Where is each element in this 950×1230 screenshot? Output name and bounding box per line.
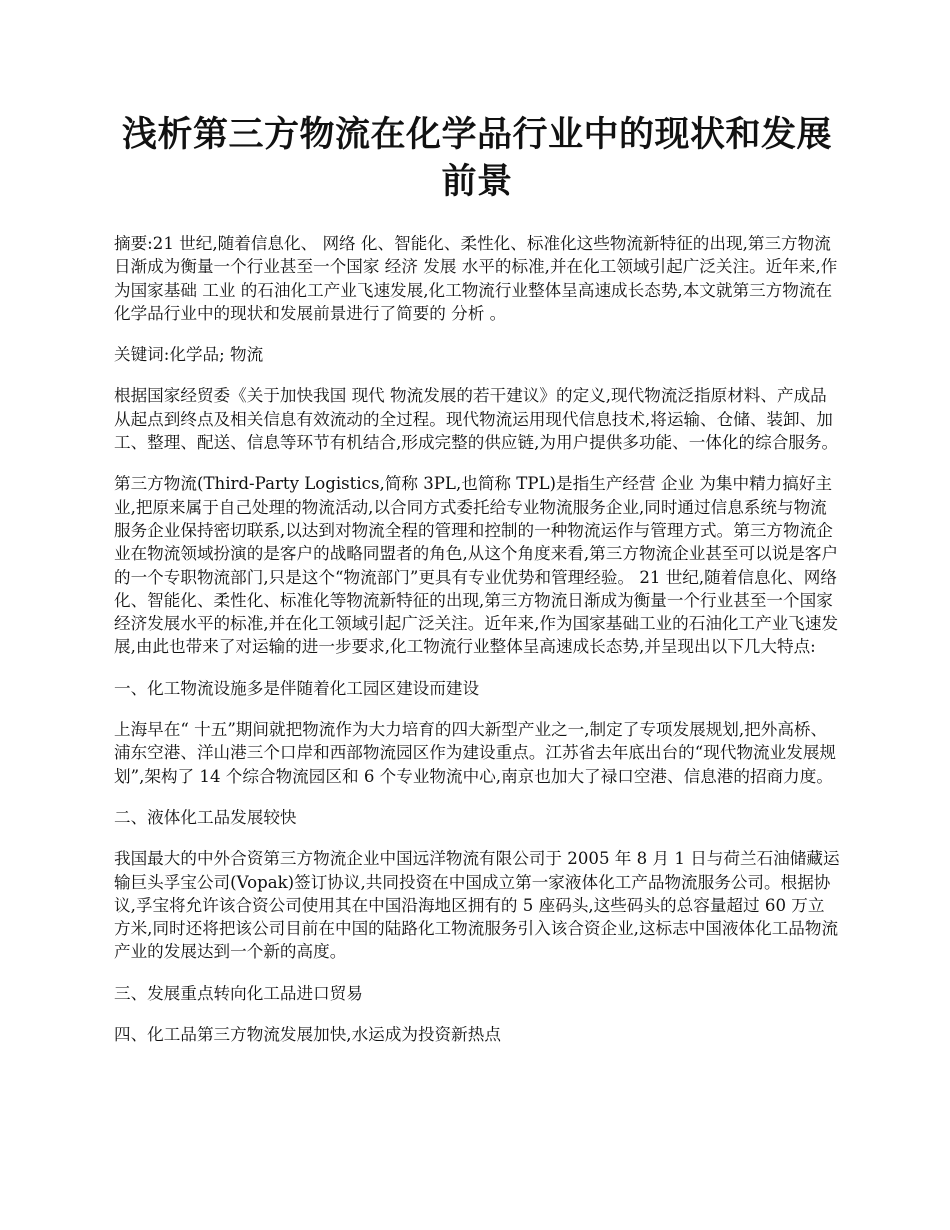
document-title: 浅析第三方物流在化学品行业中的现状和发展前景 — [121, 115, 832, 202]
keywords-paragraph: 关键词:化学品; 物流 — [114, 345, 264, 365]
section-heading: 一、化工物流设施多是伴随着化工园区建设而建设 — [114, 678, 480, 698]
section-heading: 四、化工品第三方物流发展加快,水运成为投资新热点 — [114, 1025, 501, 1045]
body-paragraph: 我国最大的中外合资第三方物流企业中国远洋物流有限公司于 2005 年 8 月 1 日与荷兰石油储藏运输巨头孚宝公司(Vopak)签订协议,共同投资在中国成立第一家液体化工产品物流服务公司。根据协议,孚宝将允许该合资公司使用其在中国沿海地区拥有的 5 座码头,这些码头的总容量超过 60 万立方米,同时还将把该公司目前在中国的陆路化工物流服务引入该合资企业,这标志中国液体化工品物流产业的发展达到一个新的高度。 — [114, 849, 840, 962]
body-paragraph: 第三方物流(Third-Party Logistics,简称 3PL,也简称 TPL)是指生产经营 企业 为集中精力搞好主业,把原来属于自己处理的物流活动,以合同方式委托给专业物流服务企业,同时通过信息系统与物流服务企业保持密切联系,以达到对物流全程的管理和控制的一种物流运作与管理方式。第三方物流企业在物流领域扮演的是客户的战略同盟者的角色,从这个角度来看,第三方物流企业甚至可以说是客户的一个专职物流部门,只是这个“物流部门”更具有专业优势和管理经验。 21 世纪,随着信息化、网络化、智能化、柔性化、标准化等物流新特征的出现,第三方物流日渐成为衡量一个行业甚至一个国家经济发展水平的标准,并在化工领域引起广泛关注。近年来,作为国家基础工业的石油化工产业飞速发展,由此也带来了对运输的进一步要求,化工物流行业整体呈高速成长态势,并呈现出以下几大特点: — [114, 474, 839, 657]
body-paragraph: 根据国家经贸委《关于加快我国 现代 物流发展的若干建议》的定义,现代物流泛指原材料、产成品从起点到终点及相关信息有效流动的全过程。现代物流运用现代信息技术,将运输、仓储、装卸、加工、整理、配送、信息等环节有机结合,形成完整的供应链,为用户提供多功能、一体化的综合服务。 — [114, 386, 839, 453]
section-heading: 二、液体化工品发展较快 — [114, 807, 297, 827]
body-paragraph: 上海早在“ 十五”期间就把物流作为大力培育的四大新型产业之一,制定了专项发展规划,把外高桥、浦东空港、洋山港三个口岸和西部物流园区作为建设重点。江苏省去年底出台的“现代物流业发展规划”,架构了 14 个综合物流园区和 6 个专业物流中心,南京也加大了禄口空港、信息港的招商力度。 — [114, 720, 837, 786]
section-heading: 三、发展重点转向化工品进口贸易 — [114, 983, 363, 1003]
abstract-paragraph: 摘要:21 世纪,随着信息化、 网络 化、智能化、柔性化、标准化这些物流新特征的出现,第三方物流日渐成为衡量一个行业甚至一个国家 经济 发展 水平的标准,并在化工领域引起广泛关注。近年来,作为国家基础 工业 的石油化工产业飞速发展,化工物流行业整体呈高速成长态势,本文就第三方物流在化学品行业中的现状和发展前景进行了简要的 分析 。 — [114, 234, 838, 323]
